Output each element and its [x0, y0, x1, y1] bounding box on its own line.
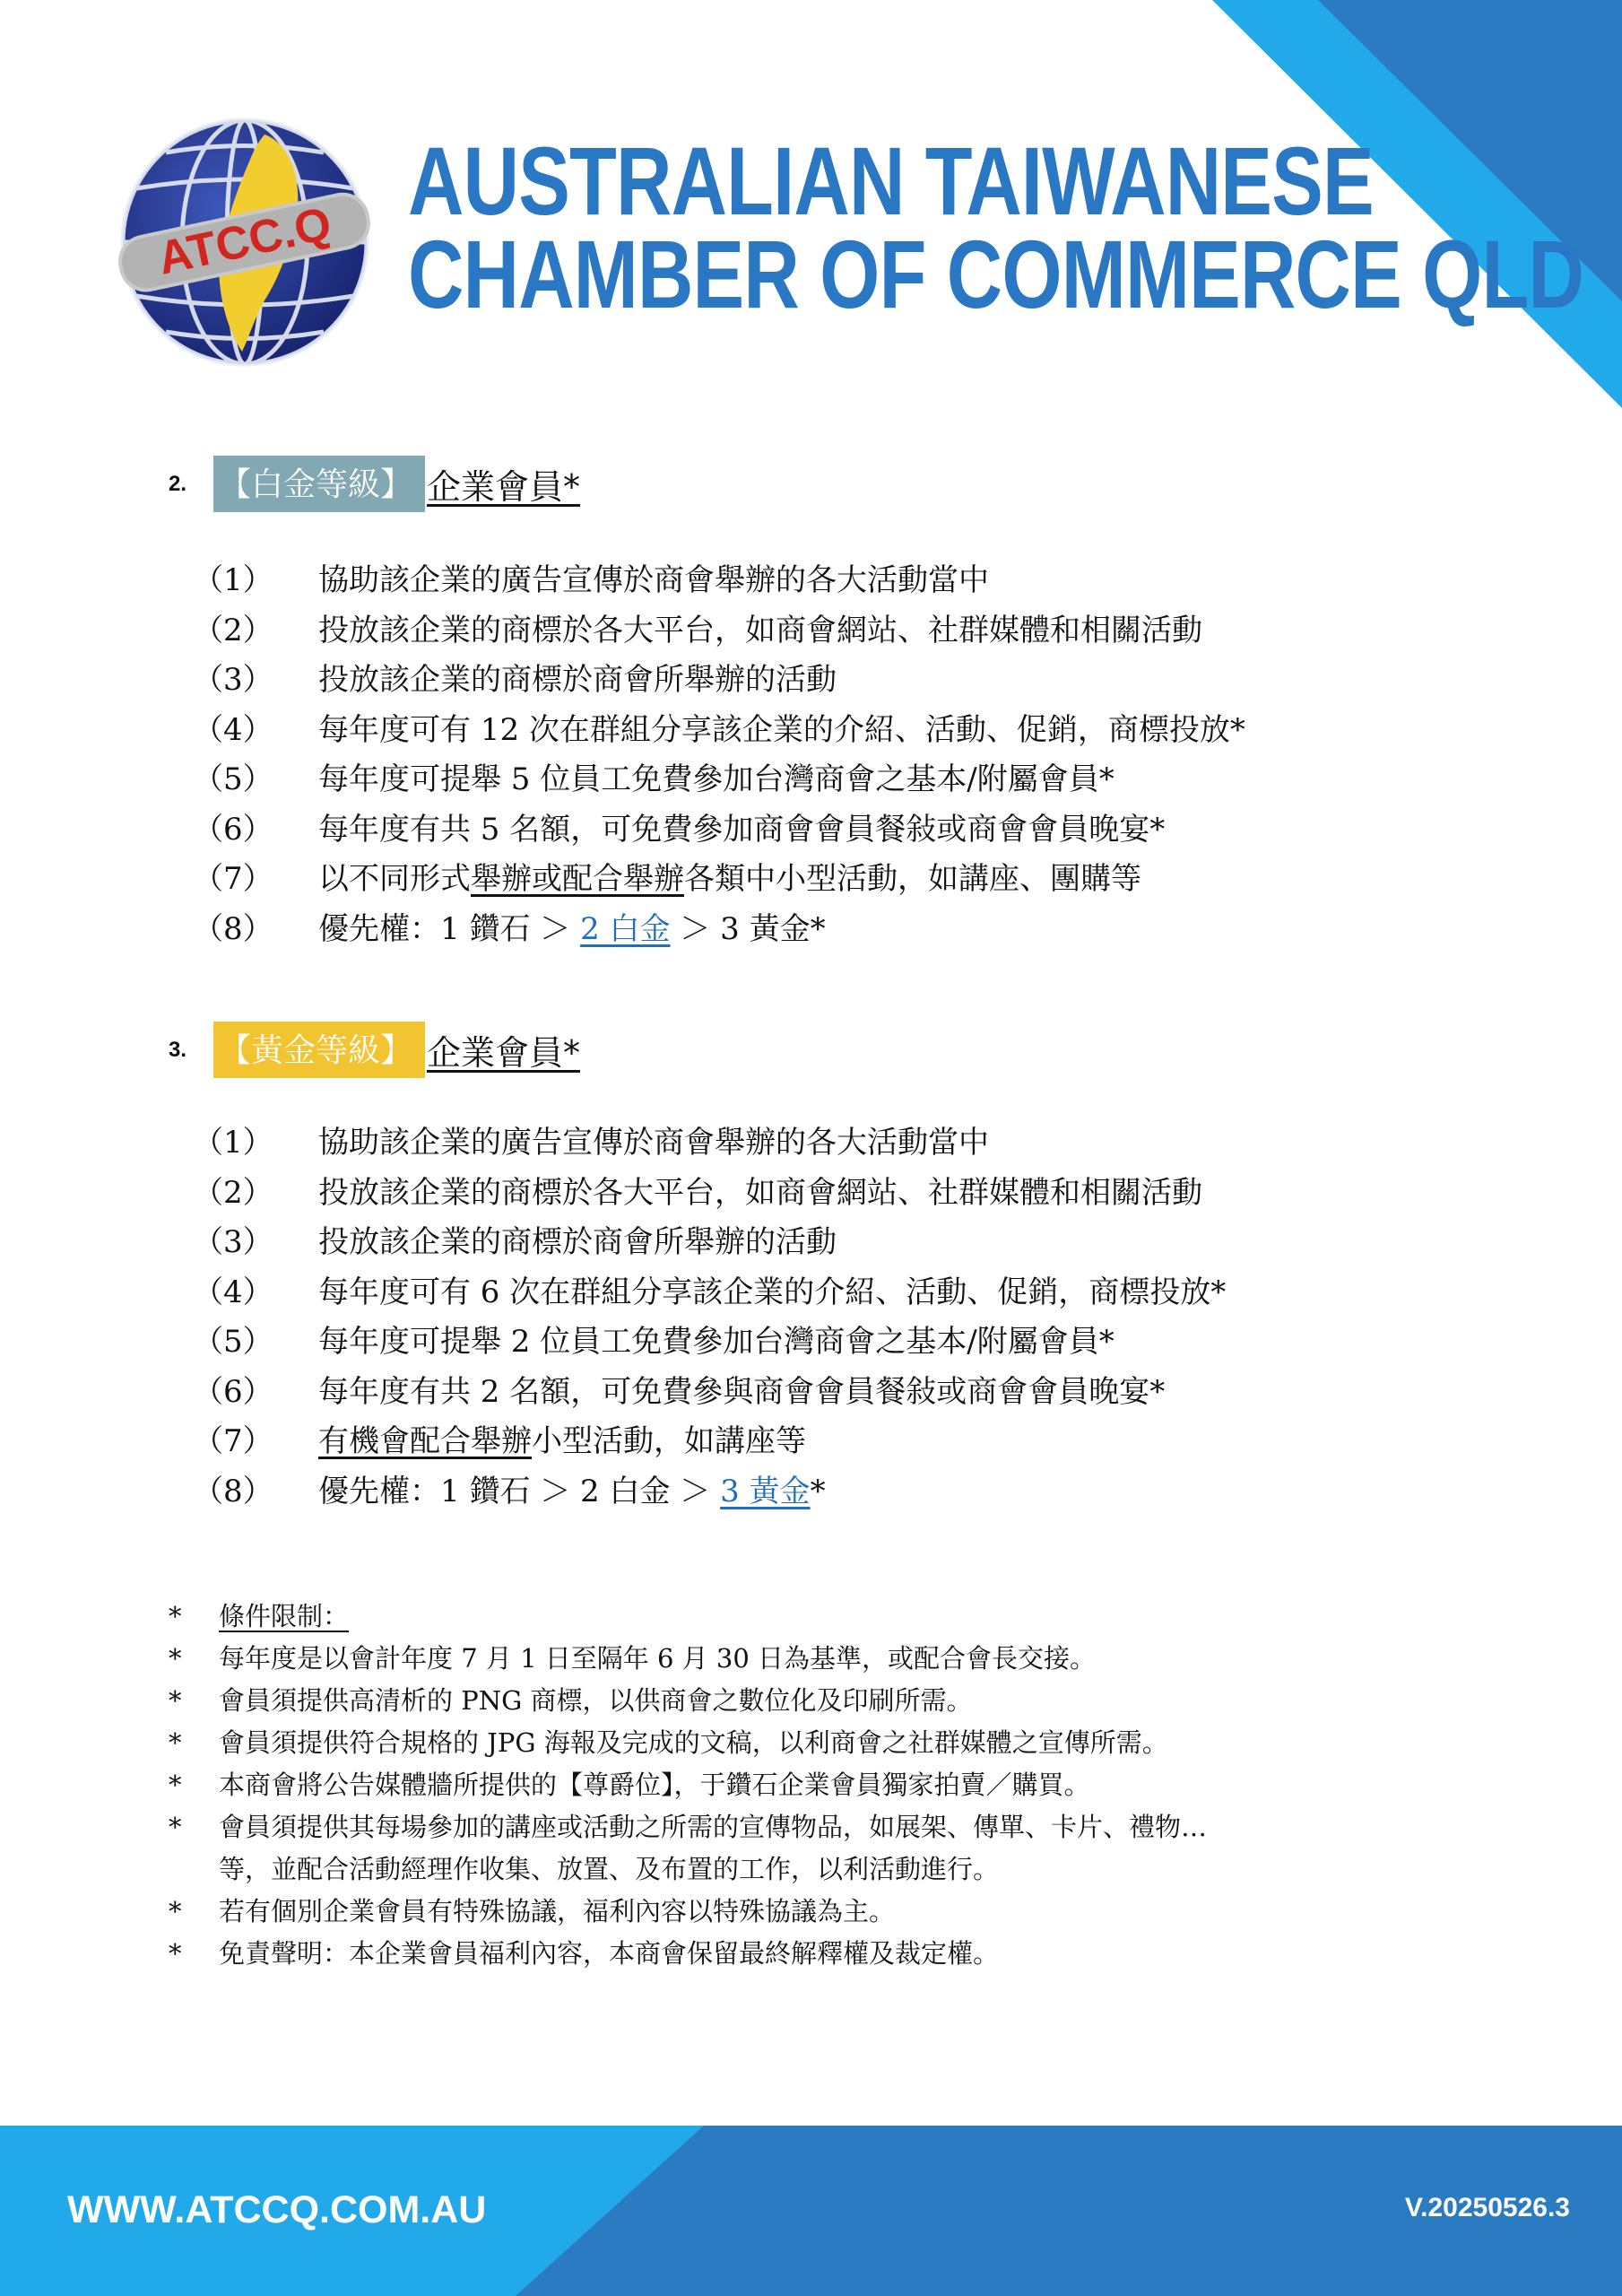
priority-highlight: 2 白金: [580, 910, 671, 947]
benefit-item: [193, 1268, 1226, 1318]
org-name-line-1: AUSTRALIAN TAIWANESE: [408, 126, 1374, 235]
asterisk: *: [169, 1727, 182, 1758]
conditions-heading-label: 條件限制：: [219, 1601, 350, 1631]
tier-badge-platinum: 【白金等級】: [213, 456, 425, 512]
condition-item: [169, 1638, 1207, 1680]
benefit-item: [193, 1218, 1226, 1268]
asterisk: *: [169, 1770, 182, 1800]
condition-text: 等，並配合活動經理作收集、放置、及布置的工作，以利活動進行。: [219, 1854, 1000, 1884]
benefit-text: 每年度可提舉 5 位員工免費參加台灣商會之基本/附屬會員*: [318, 761, 1115, 797]
benefit-text: 每年度可有 12 次在群組分享該企業的介紹、活動、促銷，商標投放*: [318, 711, 1245, 748]
benefit-item: [193, 1368, 1226, 1418]
asterisk: *: [169, 1685, 182, 1716]
benefit-number: （5）: [193, 1324, 273, 1360]
benefit-item: [193, 1417, 1226, 1467]
benefit-text: 每年度有共 2 名額，可免費參與商會會員餐敍或商會會員晚宴*: [318, 1373, 1166, 1410]
benefit-number: （8）: [193, 1473, 273, 1509]
benefit-number: （3）: [193, 662, 273, 698]
asterisk: *: [169, 1938, 182, 1969]
benefit-item: [193, 805, 1245, 856]
section-number: 2.: [169, 471, 187, 496]
benefit-item: [193, 755, 1245, 805]
asterisk: *: [169, 1643, 182, 1674]
tier-badge-gold: 【黃金等級】: [213, 1022, 425, 1078]
benefit-number: （7）: [193, 1423, 273, 1459]
benefit-text: 投放該企業的商標於商會所舉辦的活動: [318, 662, 837, 698]
benefit-text: 每年度有共 5 名額，可免費參加商會會員餐敍或商會會員晚宴*: [318, 811, 1166, 848]
asterisk: *: [169, 1812, 182, 1842]
benefit-text: 協助該企業的廣告宣傳於商會舉辦的各大活動當中: [318, 1125, 989, 1161]
benefit-text-post: ＞ 3 黃金*: [670, 910, 826, 947]
benefit-text: 投放該企業的商標於各大平台，如商會網站、社群媒體和相關活動: [318, 1174, 1202, 1211]
benefit-number: （4）: [193, 1274, 273, 1310]
benefit-text-underlined: 舉辦或配合舉辦: [471, 861, 684, 897]
condition-item: [169, 1891, 1207, 1933]
condition-item: [169, 1764, 1207, 1806]
benefit-item: [193, 556, 1245, 606]
benefit-text-pre: 優先權：1 鑽石 ＞: [318, 910, 581, 947]
benefit-item: [193, 1169, 1226, 1219]
asterisk: *: [169, 1601, 182, 1631]
benefit-number: （6）: [193, 811, 273, 848]
benefit-number: （6）: [193, 1373, 273, 1410]
condition-text: 會員須提供高清析的 PNG 商標，以供商會之數位化及印刷所需。: [219, 1685, 973, 1716]
condition-text: 會員須提供其每場參加的講座或活動之所需的宣傳物品，如展架、傳單、卡片、禮物…: [219, 1812, 1208, 1842]
org-name-line-2: CHAMBER OF COMMERCE QLD: [408, 220, 1584, 328]
benefit-text-post: 各類中小型活動，如講座、團購等: [684, 861, 1141, 897]
benefit-text-post: *: [810, 1473, 826, 1509]
benefit-number: （8）: [193, 910, 273, 947]
benefit-text: 每年度可有 6 次在群組分享該企業的介紹、活動、促銷，商標投放*: [318, 1274, 1227, 1310]
benefit-number: （1）: [193, 562, 273, 598]
benefit-item: [193, 1118, 1226, 1169]
section-title: 企業會員*: [427, 1033, 581, 1073]
condition-item: [169, 1680, 1207, 1722]
benefit-text: 協助該企業的廣告宣傳於商會舉辦的各大活動當中: [318, 562, 989, 598]
atccq-logo: [117, 117, 372, 368]
condition-item: [169, 1806, 1207, 1891]
benefit-text-pre: 以不同形式: [318, 861, 471, 897]
benefit-item: [193, 656, 1245, 706]
website-link[interactable]: WWW.ATCCQ.COM.AU: [67, 2188, 487, 2231]
benefit-number: （3）: [193, 1224, 273, 1260]
benefit-number: （5）: [193, 761, 273, 797]
priority-highlight: 3 黃金: [720, 1473, 811, 1509]
condition-text: 若有個別企業會員有特殊協議，福利內容以特殊協議為主。: [219, 1896, 896, 1926]
benefit-item: [193, 1467, 1226, 1518]
asterisk: *: [169, 1896, 182, 1926]
benefit-text-post: 小型活動，如講座等: [532, 1423, 806, 1459]
benefit-text: 每年度可提舉 2 位員工免費參加台灣商會之基本/附屬會員*: [318, 1324, 1115, 1360]
benefit-number: （2）: [193, 1174, 273, 1211]
benefit-number: （7）: [193, 861, 273, 897]
benefit-number: （1）: [193, 1125, 273, 1161]
section-title: 企業會員*: [427, 467, 581, 507]
version-label: V.20250526.3: [1404, 2193, 1570, 2222]
benefit-list-gold: [193, 1118, 1226, 1517]
benefit-item: [193, 855, 1245, 905]
conditions-block: [169, 1595, 1207, 1975]
condition-text: 每年度是以會計年度 7 月 1 日至隔年 6 月 30 日為基準，或配合會長交接。: [219, 1643, 1097, 1674]
condition-text: 免責聲明：本企業會員福利內容，本商會保留最終解釋權及裁定權。: [219, 1938, 1000, 1969]
section-number: 3.: [169, 1037, 187, 1062]
benefit-text-pre: 優先權：1 鑽石 ＞ 2 白金 ＞: [318, 1473, 721, 1509]
benefit-text: 投放該企業的商標於各大平台，如商會網站、社群媒體和相關活動: [318, 612, 1202, 648]
organisation-name: [408, 126, 1584, 328]
benefit-text: 投放該企業的商標於商會所舉辦的活動: [318, 1224, 837, 1260]
conditions-heading: [169, 1595, 1207, 1638]
section-heading-platinum: [169, 456, 580, 512]
benefit-item: [193, 606, 1245, 657]
condition-text: 會員須提供符合規格的 JPG 海報及完成的文稿，以利商會之社群媒體之宣傳所需。: [219, 1727, 1168, 1758]
benefit-text-underlined: 有機會配合舉辦: [318, 1423, 532, 1459]
benefit-number: （2）: [193, 612, 273, 648]
condition-text: 本商會將公告媒體牆所提供的【尊爵位】，于鑽石企業會員獨家拍賣／購買。: [219, 1770, 1090, 1800]
section-heading-gold: [169, 1022, 580, 1078]
svg-text:ATCC.Q: ATCC.Q: [153, 197, 336, 285]
benefit-list-platinum: [193, 556, 1245, 954]
condition-item: [169, 1722, 1207, 1764]
benefit-number: （4）: [193, 711, 273, 748]
benefit-item: [193, 706, 1245, 756]
benefit-item: [193, 905, 1245, 955]
benefit-item: [193, 1318, 1226, 1368]
condition-item: [169, 1933, 1207, 1975]
